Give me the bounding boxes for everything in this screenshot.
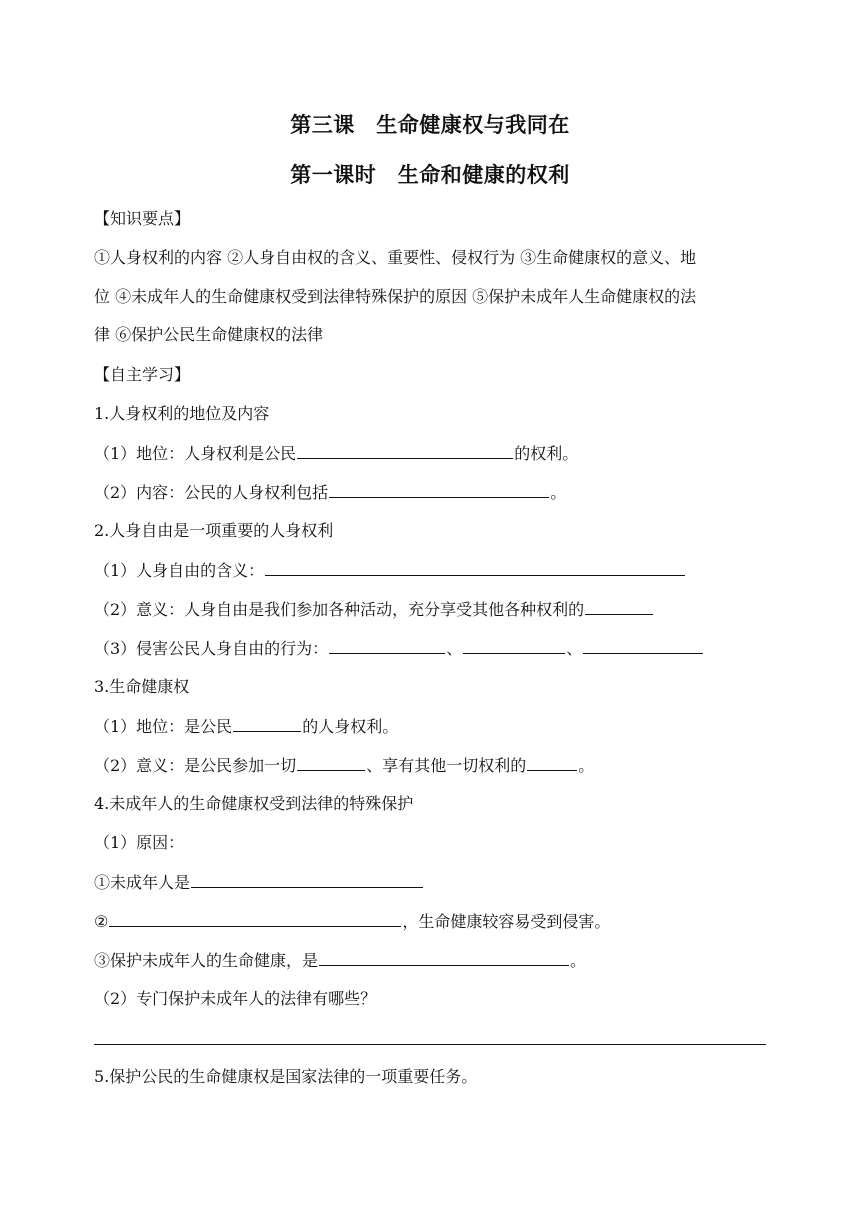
q4-reason-3-blank[interactable] (319, 949, 569, 966)
q2-violation-blank-3[interactable] (583, 637, 703, 654)
q2-violation-blank-2[interactable] (463, 637, 565, 654)
q2-meaning-line (94, 559, 686, 582)
q5-heading: 5.保护公民的生命健康权是国家法律的一项重要任务。 (94, 1067, 478, 1086)
q1-content-suffix: 。 (550, 483, 567, 502)
q3-heading: 3.生命健康权 (94, 677, 190, 696)
q1-heading: 1.人身权利的地位及内容 (94, 404, 270, 423)
q1-content-blank[interactable] (329, 481, 549, 498)
q4-reason-1-blank[interactable] (191, 871, 423, 888)
q2-meaning-text: （1）人身自由的含义： (94, 561, 265, 580)
q4-reason-2-suffix: ，生命健康较容易受到侵害。 (402, 912, 611, 931)
q3-significance-mid: 、享有其他一切权利的 (366, 756, 527, 775)
q3-significance-text: （2）意义：是公民参加一切 (94, 756, 297, 775)
q4-reason-3-text: ③保护未成年人的生命健康，是 (94, 951, 319, 970)
q3-status-suffix: 的人身权利。 (302, 717, 399, 736)
q4-reason-2-line (94, 910, 610, 933)
q4-reason-label: （1）原因： (94, 833, 185, 852)
q2-violation-blank-1[interactable] (329, 637, 445, 654)
q3-status-blank[interactable] (233, 715, 301, 732)
q3-status-line (94, 715, 398, 738)
q2-significance-text: （2）意义：人身自由是我们参加各种活动，充分享受其他各种权利的 (94, 600, 585, 619)
lesson-subtitle: 第一课时 生命和健康的权利 (290, 163, 570, 187)
q1-status-text: （1）地位：人身权利是公民 (94, 444, 297, 463)
q2-violation-line (94, 637, 704, 660)
q4-reason-3-line (94, 949, 586, 972)
q1-status-line (94, 442, 578, 465)
q3-significance-blank-2[interactable] (527, 754, 577, 771)
q4-reason-2-blank[interactable] (109, 910, 401, 927)
q2-violation-text: （3）侵害公民人身自由的行为： (94, 639, 329, 658)
q1-status-suffix: 的权利。 (514, 444, 579, 463)
q4-reason-2-text: ② (94, 912, 109, 931)
q2-heading: 2.人身自由是一项重要的人身权利 (94, 521, 334, 540)
knowledge-points-line-2: 位 ④未成年人的生命健康权受到法律特殊保护的原因 ⑤保护未成年人生命健康权的法 (94, 287, 697, 306)
self-study-heading: 【自主学习】 (94, 365, 191, 384)
q2-violation-sep-2: 、 (566, 639, 583, 658)
q1-content-text: （2）内容：公民的人身权利包括 (94, 483, 329, 502)
q4-heading: 4.未成年人的生命健康权受到法律的特殊保护 (94, 794, 414, 813)
q1-content-line (94, 481, 566, 504)
q4-reason-1-line (94, 871, 424, 894)
q3-significance-blank-1[interactable] (297, 754, 365, 771)
q4-reason-3-suffix: 。 (570, 951, 587, 970)
q1-status-blank[interactable] (297, 442, 513, 459)
q2-violation-sep-1: 、 (446, 639, 463, 658)
q3-status-text: （1）地位：是公民 (94, 717, 233, 736)
q2-significance-line (94, 598, 654, 621)
knowledge-points-heading: 【知识要点】 (94, 209, 191, 228)
q4-answer-line[interactable] (94, 1044, 766, 1045)
q4-laws-question: （2）专门保护未成年人的法律有哪些？ (94, 989, 377, 1008)
q3-significance-suffix: 。 (578, 756, 595, 775)
q4-reason-1-text: ①未成年人是 (94, 873, 191, 892)
knowledge-points-line-1: ①人身权利的内容 ②人身自由权的含义、重要性、侵权行为 ③生命健康权的意义、地 (94, 248, 697, 267)
knowledge-points-line-3: 律 ⑥保护公民生命健康权的法律 (94, 325, 324, 344)
q2-meaning-blank[interactable] (265, 559, 685, 576)
q3-significance-line (94, 754, 594, 777)
q2-significance-blank[interactable] (585, 598, 653, 615)
lesson-title: 第三课 生命健康权与我同在 (290, 113, 570, 137)
